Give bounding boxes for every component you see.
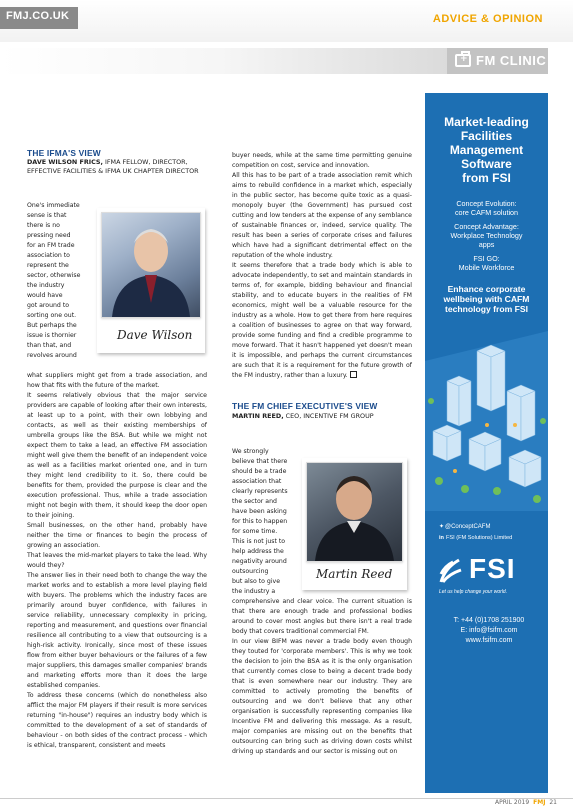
ifma-photo-frame xyxy=(97,208,205,353)
end-mark-icon xyxy=(350,371,357,378)
twitter-text: @ConceptCAFM xyxy=(445,524,491,530)
text-line: would have xyxy=(27,292,63,299)
site-logo-text: FMJ.CO.UK xyxy=(6,10,70,22)
dave-wilson-photo xyxy=(101,212,201,318)
text-line: but also to give xyxy=(232,578,281,585)
text-line: got around to xyxy=(27,302,70,309)
ad-email[interactable]: E: info@fsifm.com xyxy=(460,627,518,634)
ad-product-desc: core CAFM solution xyxy=(454,208,519,217)
ifma-byline xyxy=(27,158,207,176)
fmce-photo-frame xyxy=(302,458,407,590)
fsi-slogan: Let us help change your world. xyxy=(439,589,508,595)
ad-headline-line: Software xyxy=(461,157,512,171)
text-line: But perhaps the xyxy=(27,322,77,329)
ifma-byline-role: IFMA FELLOW, DIRECTOR, EFFECTIVE FACILITIES & IFMA UK CHAPTER DIRECTOR xyxy=(27,158,199,175)
ad-headline-line: from FSI xyxy=(462,171,511,185)
ad-headline-line: Market-leading xyxy=(444,115,529,129)
ad-product-name: FSI GO: xyxy=(473,254,500,263)
footer-brand: FMJ xyxy=(533,799,546,806)
page-footer xyxy=(495,799,557,806)
linkedin-icon: in xyxy=(439,535,444,541)
ad-product-name: Concept Advantage: xyxy=(454,222,519,231)
text-line: pressing need xyxy=(27,232,71,239)
text-line: association that xyxy=(232,478,282,485)
martin-reed-signature: Martin Reed xyxy=(316,567,393,581)
text-line: sector, otherwise xyxy=(27,272,81,279)
ifma-body-text: what suppliers might get from a trade association, and how that fits with the future of the market. It seems relatively obvious that the major service providers are capable of looking after their own interests, at least up to a point, with their own lobbying and contacts, as well as their existing memberships of umbrella groups like the BSA. But while we might not expect them to take a lead, an effective FM association might well give them the benefit of an independent voice as well as a facilities market oriented one, and in turn they might lend credibility to it. So, there could be benefits for them, provided the purpose is clear and the execution professional. Thus, while a trade association might not begin with them, it should keep the door open to their joining. Small businesses, on the other hand, probably have neither the time or finances to begin the process of growing an association. That leaves the mid-market players to take the lead. Why would they? The answer lies in their need both to change the way the market works and to establish a more level playing field with buyers. The problems which the industry faces are primarily around buyer confidence, with failures in service reliability, unnecessary complexity in pricing, reporting and measurement, and questions over financial resilience all contributing to a view that outsourcing is a high-risk activity. Ironically, since most of these issues flow from either buyer behaviours or the failures of a few major suppliers, this damages smaller companies' brands and marketing efforts more than it does the large established companies. To address these concerns (which do nonetheless also afflict the major FM players if their result is more services returning "in-house") requires an industry body which is committed to the development of a set of standards of behaviour - on both sides of the contract process - which is ethical, transparent, consistent and meets xyxy=(27,372,207,749)
ifma-body-col2: buyer needs, while at the same time permitting genuine competition on cost, service and innovation. All this has to be part of a trade association remit which aims to rebuild confidence in a market which, especially in the public sector, has become quite toxic as a quasi-monopoly buyer (the Government) has pursued cost cutting and low tenders at the expense of any semblance of sustainable finances or, indeed, service quality. The result has been a series of corporate crises and failures which have had a significant detrimental effect on the reputation of the whole industry. It seems therefore that a trade body which is able to advocate independently, to set and maintain standards in terms of, for example, bidding behaviour and financial stability, and to educate buyers in the realities of FM economics, might well be a valuable resource for the industry as a whole. How to get there from here requires a coalition of businesses to agree on that way forward, provide some funding and find a credible programme to move forward. That it hasn't happened yet doesn't mean it is impossible, and perhaps the current circumstances are such that it is a requirement for the future growth of the FM industry, rather than a luxury. xyxy=(232,152,412,379)
fmce-wrap-text xyxy=(232,447,307,597)
text-line: represent the xyxy=(27,262,69,269)
linkedin-link[interactable] xyxy=(439,535,512,541)
text-line: for this to happen xyxy=(232,518,288,525)
text-line: sense is that xyxy=(27,212,67,219)
text-line: should be a trade xyxy=(232,468,287,475)
text-line: the sector and xyxy=(232,498,277,505)
ad-tagline-line: technology from FSI xyxy=(444,304,529,314)
ad-contact xyxy=(439,616,539,646)
fmce-byline xyxy=(232,412,412,421)
text-line: outsourcing xyxy=(232,568,269,575)
ad-product-list xyxy=(425,199,548,272)
text-line: the industry a xyxy=(232,588,276,595)
ad-tagline xyxy=(425,284,548,314)
dave-wilson-signature: Dave Wilson xyxy=(117,328,193,342)
ad-product-desc: apps xyxy=(478,240,495,249)
fsi-logo-icon xyxy=(439,556,463,584)
twitter-handle[interactable] xyxy=(439,523,490,530)
fmce-byline-name: MARTIN REED, xyxy=(232,412,284,420)
text-line: revolves around xyxy=(27,352,77,359)
ad-headline-line: Management xyxy=(449,143,524,157)
fmce-heading: THE FM CHIEF EXECUTIVE'S VIEW xyxy=(232,401,378,411)
text-line: This is not just to xyxy=(232,538,286,545)
first-aid-kit-icon xyxy=(455,54,471,67)
ad-headline-line: Facilities xyxy=(460,129,513,143)
text-line: negativity around xyxy=(232,558,287,565)
ad-product-name: Concept Evolution: xyxy=(456,199,517,208)
ad-phone[interactable]: T: +44 (0)1708 251900 xyxy=(453,617,525,624)
text-line: for some time. xyxy=(232,528,278,535)
city-illustration xyxy=(425,321,548,511)
fmce-body-text: comprehensive and clear voice. The current situation is that there are enough trade and professional bodies around to cover most angles but there isn't a real trade body that covers traditional commercial FM. In our view BIFM was never a trade body even though they touted for 'corporate members'. This is why we took the decision to join the BSA as it is the only organisation that currently comes close to being a decent trade body that is even somewhere near our industry. They are committed to actively promoting the benefits of outsourcing and we don't believe that any other organisation is successfully representing companies like Incentive FM and delivering this message. As a result, major companies are missing out on the benefits that outsourcing can bring such as driving down costs whilst driving up standards and our sector is missing out on xyxy=(232,598,412,755)
text-line: clearly represents xyxy=(232,488,288,495)
martin-reed-photo xyxy=(306,462,403,562)
ad-product-desc: Workplace Technology xyxy=(450,231,523,240)
text-line: there is no xyxy=(27,222,60,229)
portrait-silhouette-icon xyxy=(307,463,402,561)
section-label: ADVICE & OPINION xyxy=(432,13,543,25)
ifma-byline-name: DAVE WILSON FRICS, xyxy=(27,158,103,166)
twitter-icon: ✦ xyxy=(439,524,445,530)
fmce-byline-role: CEO, INCENTIVE FM GROUP xyxy=(283,412,374,420)
ifma-wrap-text xyxy=(27,201,102,361)
text-line: for an FM trade xyxy=(27,242,75,249)
portrait-silhouette-icon xyxy=(102,213,200,317)
page-number: 21 xyxy=(549,799,557,806)
text-line: association to xyxy=(27,252,70,259)
ad-product-desc: Mobile Workforce xyxy=(458,263,515,272)
text-line: than that, and xyxy=(27,342,72,349)
text-line: We strongly xyxy=(232,448,269,455)
ifma-heading: THE IFMA'S VIEW xyxy=(27,148,101,158)
fsi-advertisement[interactable] xyxy=(425,93,548,793)
ad-headline xyxy=(425,115,548,185)
footer-issue: APRIL 2019 xyxy=(495,799,530,806)
fsi-brand: FSI xyxy=(469,553,516,584)
linkedin-text: FSI (FM Solutions) Limited xyxy=(445,535,513,541)
ad-website[interactable]: www.fsifm.com xyxy=(465,637,513,644)
text-line: the industry xyxy=(27,282,65,289)
footer-divider xyxy=(0,798,573,799)
ifma-body-continued xyxy=(232,151,412,381)
text-line: have been asking xyxy=(232,508,287,515)
text-line: One's immediate xyxy=(27,202,80,209)
text-line: help address the xyxy=(232,548,284,555)
text-line: believe that there xyxy=(232,458,288,465)
clinic-label: FM CLINIC xyxy=(476,53,547,68)
text-line: issue is thornier xyxy=(27,332,77,339)
ad-tagline-line: wellbeing with CAFM xyxy=(443,294,530,304)
text-line: sorting one out. xyxy=(27,312,77,319)
ad-tagline-line: Enhance corporate xyxy=(447,284,526,294)
